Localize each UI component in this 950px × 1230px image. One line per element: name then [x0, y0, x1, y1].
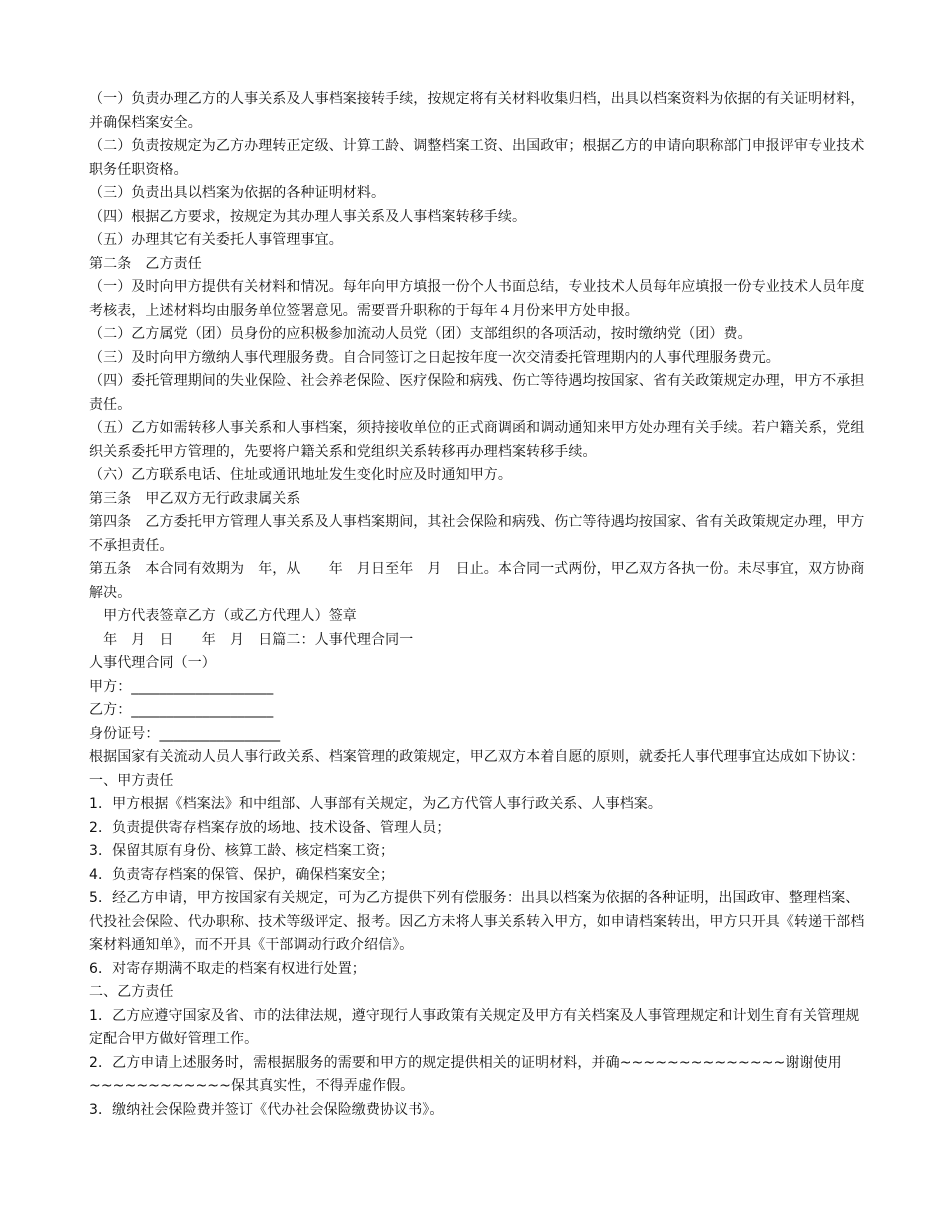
section-heading: 一、甲方责任: [89, 772, 174, 789]
list-item: 2．负责提供寄存档案存放的场地、技术设备、管理人员；: [89, 819, 451, 836]
date-line: 年 月 日 年 月 日篇二：人事代理合同一: [89, 631, 414, 648]
paragraph: （三）负责出具以档案为依据的各种证明材料。: [89, 185, 386, 201]
paragraph: （一）及时向甲方提供有关材料和情况。每年向甲方填报一份个人书面总结，专业技术人员每年应填报一份专业技术人员年度考核表，上述材料均由服务单位签署意见。需要晋升职称的于每年４月份来甲方处申报。: [89, 279, 865, 319]
document-title: 人事代理合同（一）: [89, 655, 216, 671]
section-heading: 第三条 甲乙双方无行政隶属关系: [89, 490, 301, 507]
list-item: 1．乙方应遵守国家及省、市的法律法规，遵守现行人事政策有关规定及甲方有关档案及人事管理规定和计划生育有关管理规定配合甲方做好管理工作。: [89, 1007, 860, 1047]
paragraph: 第四条 乙方委托甲方管理人事关系及人事档案期间，其社会保险和病残、伤亡等待遇均按国家、省有关政策规定办理，甲方不承担责任。: [89, 514, 865, 554]
paragraph: 根据国家有关流动人员人事行政关系、档案管理的政策规定，甲乙双方本着自愿的原则，就委托人事代理事宜达成如下协议：: [89, 749, 865, 765]
id-number-field: 身份证号：_________________: [89, 725, 281, 742]
paragraph: 第五条 本合同有效期为 年，从 年 月日至年 月 日止。本合同一式两份，甲乙双方各执一份。未尽事宜，双方协商解决。: [89, 561, 865, 601]
list-item: 3．缴纳社会保险费并签订《代办社会保险缴费协议书》。: [89, 1101, 444, 1118]
paragraph: （五）办理其它有关委托人事管理事宜。: [89, 232, 343, 248]
paragraph: （五）乙方如需转移人事关系和人事档案，须持接收单位的正式商调函和调动通知来甲方处办理有关手续。若户籍关系，党组织关系委托甲方管理的，先要将户籍关系和党组织关系转移再办理档案转移手续。: [89, 420, 865, 460]
party-b-field: 乙方：____________________: [89, 702, 274, 718]
paragraph: （三）及时向甲方缴纳人事代理服务费。自合同签订之日起按年度一次交清委托管理期内的人事代理服务费元。: [89, 349, 780, 366]
section-heading: 二、乙方责任: [89, 984, 174, 1000]
list-item: 6．对寄存期满不取走的档案有权进行处置；: [89, 960, 366, 977]
paragraph: （四）根据乙方要求，按规定为其办理人事关系及人事档案转移手续。: [89, 208, 527, 225]
list-item: 5．经乙方申请，甲方按国家有关规定，可为乙方提供下列有偿服务：出具以档案为依据的各种证明，出国政审、整理档案、代投社会保险、代办职称、技术等级评定、报考。因乙方未将人事关系转入甲方，如申请档案转出，甲方只开具《转递干部档案材料通知单》，而不开具《干部调动行政介绍信》。: [89, 890, 865, 953]
section-heading: 第二条 乙方责任: [89, 255, 202, 272]
paragraph: （一）负责办理乙方的人事关系及人事档案接转手续，按规定将有关材料收集归档，出具以档案资料为依据的有关证明材料，并确保档案安全。: [89, 91, 865, 131]
paragraph: （六）乙方联系电话、住址或通讯地址发生变化时应及时通知甲方。: [89, 467, 512, 483]
list-item: 1．甲方根据《档案法》和中组部、人事部有关规定，为乙方代管人事行政关系、人事档案。: [89, 796, 663, 812]
paragraph: （二）负责按规定为乙方办理转正定级、计算工龄、调整档案工资、出国政审；根据乙方的申请向职称部门申报评审专业技术职务任职资格。: [89, 138, 865, 178]
list-item: 2．乙方申请上述服务时，需根据服务的需要和甲方的规定提供相关的证明材料，并确~~~~~~~~~~~~~~谢谢使用~~~~~~~~~~~~保其真实性，不得弄虚作假。: [89, 1054, 842, 1094]
list-item: 3．保留其原有身份、核算工龄、核定档案工资；: [89, 843, 395, 859]
paragraph: （四）委托管理期间的失业保险、社会养老保险、医疗保险和病残、伤亡等待遇均按国家、省有关政策规定办理，甲方不承担责任。: [89, 373, 865, 413]
list-item: 4．负责寄存档案的保管、保护，确保档案安全；: [89, 866, 395, 883]
paragraph: （二）乙方属党（团）员身份的应积极参加流动人员党（团）支部组织的各项活动，按时缴纳党（团）费。: [89, 326, 752, 342]
document-body: [89, 88, 869, 1122]
party-a-field: 甲方：____________________: [89, 678, 274, 695]
signature-line: 甲方代表签章乙方（或乙方代理人）签章: [89, 608, 357, 624]
